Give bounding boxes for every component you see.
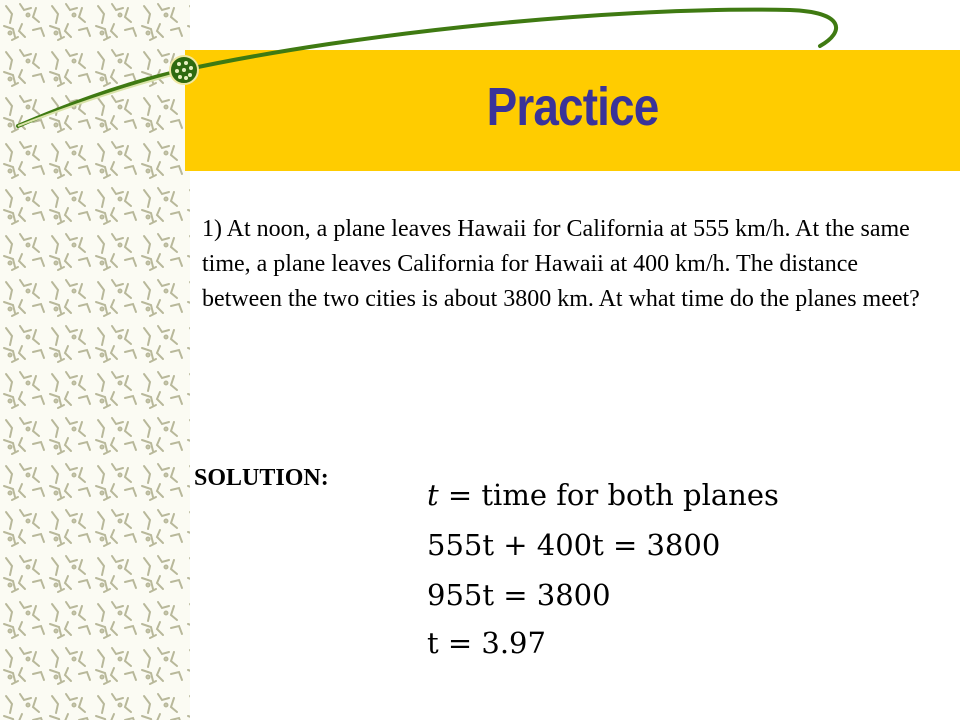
solution-label: SOLUTION: xyxy=(194,465,329,491)
dotted-ball-icon xyxy=(170,56,198,84)
problem-text: 1) At noon, a plane leaves Hawaii for California at 555 km/h. At the same time, a plane leaves California for Hawaii at 400 km/h. The distance between the two cities is about 3800 km. At what time do the planes meet? xyxy=(202,216,920,312)
equation-definition-text: = time for both planes xyxy=(438,478,779,512)
equation-combined: 955t = 3800 xyxy=(427,578,611,612)
equation-sum: 555t + 400t = 3800 xyxy=(427,528,721,562)
equation-definition xyxy=(427,478,779,512)
equation-variable: t xyxy=(427,478,439,512)
slide-title: Practice xyxy=(486,77,659,137)
equation-result: t = 3.97 xyxy=(427,626,546,660)
